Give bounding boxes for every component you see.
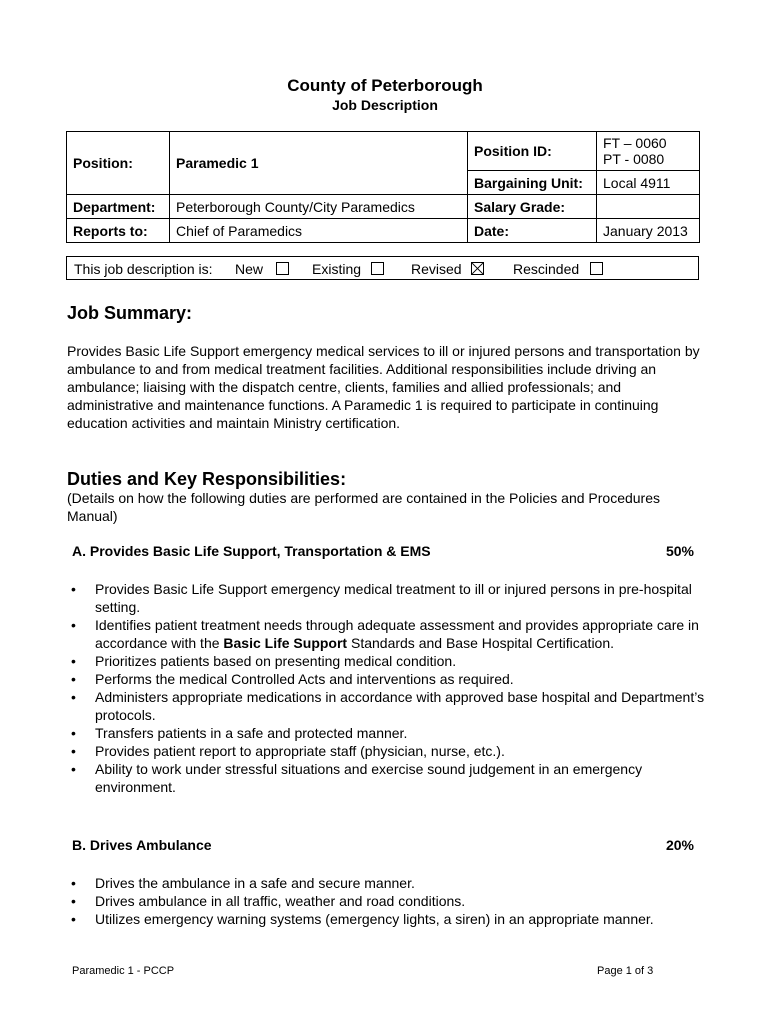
- position-id-label: Position ID:: [468, 132, 597, 171]
- list-item: • Identifies patient treatment needs through adequate assessment and provides appropriate care in accordance with the Basic Life Support Standards and Base Hospital Certification.: [67, 616, 707, 652]
- reports-to-value: Chief of Paramedics: [170, 219, 468, 243]
- section-b-percent: 20%: [665, 837, 694, 853]
- status-rescinded-label: Rescinded: [513, 261, 580, 277]
- status-lead: This job description is:: [74, 261, 213, 277]
- position-id-pt: PT - 0080: [603, 151, 665, 167]
- salary-grade-value: [597, 195, 700, 219]
- department-label: Department:: [67, 195, 170, 219]
- position-label: Position:: [67, 132, 170, 195]
- description-status-box: [66, 256, 699, 280]
- status-revised-checkbox[interactable]: [471, 262, 484, 275]
- reports-to-label: Reports to:: [67, 219, 170, 243]
- footer-document-name: Paramedic 1 - PCCP: [72, 965, 175, 977]
- status-revised-label: Revised: [411, 261, 462, 277]
- list-item: • Provides Basic Life Support emergency medical treatment to ill or injured persons in pre-hospital setting.: [67, 580, 707, 616]
- status-existing-checkbox[interactable]: [371, 262, 384, 275]
- footer-page-number: Page 1 of 3: [597, 965, 654, 977]
- section-a-list: [67, 580, 707, 796]
- document-subtitle: Job Description: [332, 97, 438, 113]
- section-a-heading: [72, 543, 694, 559]
- job-summary-heading: Job Summary:: [67, 303, 193, 323]
- date-value: January 2013: [597, 219, 700, 243]
- list-item: • Performs the medical Controlled Acts and interventions as required.: [67, 670, 707, 688]
- status-new-label: New: [235, 261, 264, 277]
- position-id-ft: FT – 0060: [603, 135, 667, 151]
- position-id-value: [597, 132, 700, 171]
- bargaining-unit-value: Local 4911: [597, 171, 700, 195]
- position-value: Paramedic 1: [170, 132, 468, 195]
- section-b-title: B. Drives Ambulance: [72, 837, 212, 853]
- job-info-table: [66, 131, 700, 243]
- department-value: Peterborough County/City Paramedics: [170, 195, 468, 219]
- section-a-percent: 50%: [665, 543, 694, 559]
- bargaining-unit-label: Bargaining Unit:: [468, 171, 597, 195]
- duties-note: (Details on how the following duties are performed are contained in the Policies and Procedures Manual): [67, 490, 661, 524]
- section-a-title: A. Provides Basic Life Support, Transportation & EMS: [72, 543, 431, 559]
- list-item: • Drives the ambulance in a safe and secure manner.: [67, 874, 707, 892]
- list-item: • Provides patient report to appropriate staff (physician, nurse, etc.).: [67, 742, 707, 760]
- duties-heading: Duties and Key Responsibilities:: [67, 469, 347, 489]
- document-title: County of Peterborough: [287, 76, 483, 95]
- date-label: Date:: [468, 219, 597, 243]
- status-rescinded-checkbox[interactable]: [590, 262, 603, 275]
- section-b-heading: [72, 837, 694, 853]
- list-item: • Prioritizes patients based on presenting medical condition.: [67, 652, 707, 670]
- job-summary-text: Provides Basic Life Support emergency medical services to ill or injured persons and transportation by ambulance to and from medical treatment facilities. Additional responsibilities include driving an ambulance; liaising with the dispatch centre, clients, families and allied professionals; and administrative and maintenance functions. A Paramedic 1 is required to participate in continuing education activities and maintain Ministry certification.: [67, 343, 700, 431]
- list-item: • Administers appropriate medications in accordance with approved base hospital and Department’s protocols.: [67, 688, 707, 724]
- salary-grade-label: Salary Grade:: [468, 195, 597, 219]
- list-item: • Ability to work under stressful situations and exercise sound judgement in an emergency environment.: [67, 760, 707, 796]
- list-item: • Utilizes emergency warning systems (emergency lights, a siren) in an appropriate manner.: [67, 910, 707, 928]
- status-new-checkbox[interactable]: [276, 262, 289, 275]
- section-b-list: [67, 874, 707, 928]
- status-existing-label: Existing: [312, 261, 362, 277]
- list-item: • Drives ambulance in all traffic, weather and road conditions.: [67, 892, 707, 910]
- list-item: • Transfers patients in a safe and protected manner.: [67, 724, 707, 742]
